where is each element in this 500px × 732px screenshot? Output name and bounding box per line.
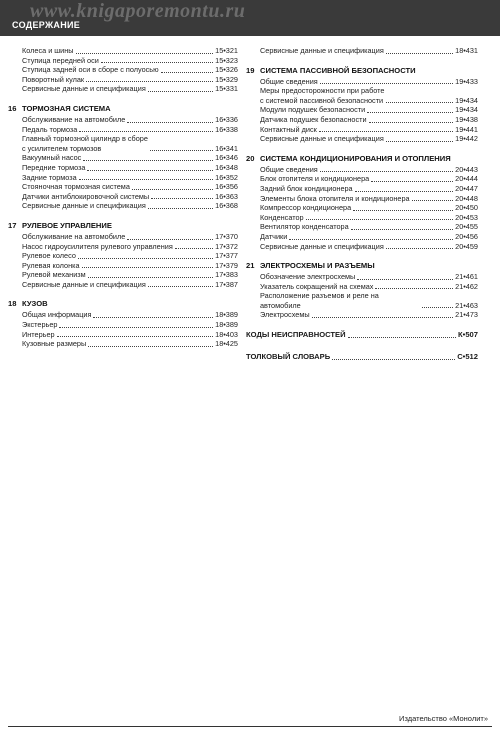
toc-extra-entry[interactable]: [246, 352, 478, 362]
toc-entry[interactable]: [8, 320, 238, 330]
toc-entry[interactable]: [8, 173, 238, 183]
toc-entry[interactable]: [246, 282, 478, 292]
chapter-title: [8, 299, 238, 309]
chapter-number: 19: [246, 65, 255, 75]
toc-entry[interactable]: [246, 272, 478, 282]
toc-entry-page: 16•346: [215, 153, 238, 163]
toc-entry[interactable]: [8, 65, 238, 75]
toc-chapter: [8, 221, 238, 290]
toc-entry[interactable]: [246, 115, 478, 125]
dot-leader: [369, 122, 454, 123]
toc-entry[interactable]: [8, 330, 238, 340]
toc-extra-entry[interactable]: [246, 330, 478, 340]
toc-entry-page: 20•453: [455, 212, 478, 222]
toc-entry-page: 16•341: [215, 143, 238, 153]
dot-leader: [386, 141, 453, 142]
toc-entry[interactable]: [8, 251, 238, 261]
extra-entries: [246, 330, 478, 362]
toc-entry-page: 19•441: [455, 124, 478, 134]
toc-entry-page: 16•352: [215, 172, 238, 182]
toc-entry-page: 20•447: [455, 183, 478, 193]
dot-leader: [312, 317, 454, 318]
toc-entry-label: Задний блок кондиционера: [260, 183, 353, 193]
toc-entry-page: 16•338: [215, 124, 238, 134]
toc-entry-label: Контактный диск: [260, 124, 317, 134]
chapter-title: [246, 261, 478, 271]
dot-leader: [375, 288, 453, 289]
toc-entry-page: 21•461: [455, 272, 478, 282]
dot-leader: [88, 277, 214, 278]
toc-entry-page: 18•425: [215, 339, 238, 349]
dot-leader: [357, 279, 453, 280]
toc-entry-page: 17•372: [215, 241, 238, 251]
toc-chapter: [246, 66, 478, 144]
toc-entry-label: Вакуумный насос: [22, 153, 82, 163]
dot-leader: [151, 198, 213, 199]
toc-entry[interactable]: [8, 242, 238, 252]
toc-entry-page: 20•455: [455, 222, 478, 232]
toc-entry-page: 20•444: [455, 174, 478, 184]
toc-entry[interactable]: [8, 201, 238, 211]
toc-entry-page: 15•329: [215, 74, 238, 84]
dot-leader: [127, 239, 213, 240]
dot-leader: [289, 239, 453, 240]
dot-leader: [386, 53, 453, 54]
toc-entry[interactable]: [246, 232, 478, 242]
toc-entry-label: Педаль тормоза: [22, 124, 78, 134]
page-title: СОДЕРЖАНИЕ: [12, 20, 81, 30]
toc-chapter: [246, 154, 478, 251]
toc-entry-label: Компрессор кондиционера: [260, 203, 352, 213]
dot-leader: [83, 160, 213, 161]
dot-leader: [175, 248, 213, 249]
toc-entry[interactable]: [8, 75, 238, 85]
toc-left-column: [8, 46, 238, 359]
toc-entry[interactable]: [246, 213, 478, 223]
chapter-number: 18: [8, 299, 17, 309]
toc-entry[interactable]: [8, 261, 238, 271]
toc-entry[interactable]: [8, 46, 238, 56]
header-bar: [0, 0, 500, 36]
toc-entry[interactable]: [8, 192, 238, 202]
dot-leader: [79, 131, 213, 132]
dot-leader: [422, 307, 453, 308]
toc-entry-label: Рулевое колесо: [22, 251, 76, 261]
chapter-number: 21: [246, 261, 255, 271]
dot-leader: [386, 248, 453, 249]
publisher-label: Издательство «Монолит»: [399, 714, 488, 723]
toc-entry[interactable]: [246, 174, 478, 184]
toc-entry-page: 15•321: [215, 46, 238, 55]
toc-extra-page: С•512: [457, 352, 478, 362]
toc-entry-page: 19•438: [455, 114, 478, 124]
dot-leader: [355, 191, 454, 192]
dot-leader: [412, 200, 454, 201]
footer-divider: [8, 726, 492, 727]
chapter-title-text: ТОРМОЗНАЯ СИСТЕМА: [22, 103, 111, 113]
toc-entry[interactable]: [8, 134, 238, 153]
toc-entry-label: Модули подушек безопасности: [260, 105, 366, 115]
toc-entry-label: Расположение разъемов и реле на автомобиле: [260, 291, 379, 310]
toc-entry-label: Ступица задней оси в сборе с полуосью: [22, 65, 159, 75]
dot-leader: [78, 258, 213, 259]
dot-leader: [150, 150, 213, 151]
dot-leader: [148, 286, 213, 287]
toc-entry-page: 19•434: [455, 105, 478, 115]
dot-leader: [320, 83, 453, 84]
toc-entry[interactable]: [8, 280, 238, 290]
dot-leader: [348, 337, 456, 338]
chapter-title: [246, 154, 478, 164]
toc-entry-label: Экстерьер: [22, 320, 58, 330]
toc-entry-page: 16•348: [215, 162, 238, 172]
toc-entry-page: 21•473: [455, 310, 478, 320]
toc-entry-label: Насос гидроусилителя рулевого управления: [22, 241, 173, 251]
toc-entry-label: Кузовные размеры: [22, 339, 87, 349]
toc-entry-page: 19•433: [455, 76, 478, 86]
dot-leader: [320, 171, 453, 172]
toc-entry-page: 17•370: [215, 231, 238, 241]
toc-entry-label: Поворотный кулак: [22, 74, 85, 84]
toc-entry-label: Обозначение электросхемы: [260, 272, 356, 282]
toc-entry-label: Интерьер: [22, 329, 55, 339]
dot-leader: [88, 346, 213, 347]
dot-leader: [386, 102, 453, 103]
toc-entry-page: 15•326: [215, 65, 238, 75]
chapter-title-text: ЭЛЕКТРОСХЕМЫ И РАЗЪЕМЫ: [260, 261, 375, 271]
toc-entry[interactable]: [246, 194, 478, 204]
toc-entry-label: Вентилятор конденсатора: [260, 222, 349, 232]
chapter-number: 20: [246, 153, 255, 163]
dot-leader: [86, 81, 213, 82]
toc-entry-page: 20•459: [455, 241, 478, 251]
dot-leader: [87, 170, 213, 171]
toc-entry-label: Общая информация: [22, 310, 92, 320]
toc-entry[interactable]: [8, 182, 238, 192]
toc-entry-label: Общие сведения: [260, 164, 318, 174]
toc-entry-label: Рулевой механизм: [22, 270, 86, 280]
toc-entry[interactable]: [8, 153, 238, 163]
toc-entry[interactable]: [8, 339, 238, 349]
dot-leader: [127, 122, 213, 123]
toc-entry-page: 20•443: [455, 164, 478, 174]
dot-leader: [148, 91, 213, 92]
chapter-title-text: КУЗОВ: [22, 299, 48, 309]
toc-entry-page: 21•462: [455, 281, 478, 291]
toc-entry-label: Меры предосторожности при работе с системой пассивной безопасности: [260, 86, 385, 105]
toc-entry-label: Главный тормозной цилиндр в сборе с усилителем тормозов: [22, 134, 148, 153]
dot-leader: [132, 189, 213, 190]
toc-extra-label: КОДЫ НЕИСПРАВНОСТЕЙ: [246, 330, 346, 340]
toc-entry-label: Ступица передней оси: [22, 55, 99, 65]
toc-entry[interactable]: [246, 77, 478, 87]
toc-entry-label: Блок отопителя и кондиционера: [260, 174, 370, 184]
toc-entry[interactable]: [8, 115, 238, 125]
dot-leader: [161, 72, 214, 73]
toc-entry-page: 15•323: [215, 55, 238, 65]
toc-entry[interactable]: [246, 134, 478, 144]
toc-entry-page: 17•377: [215, 251, 238, 261]
toc-entry-page: 16•336: [215, 114, 238, 124]
toc-entry-label: Конденсатор: [260, 212, 304, 222]
chapter-number: 17: [8, 220, 17, 230]
toc-chapter: [8, 46, 238, 94]
toc-entry-label: Рулевая колонка: [22, 260, 80, 270]
toc-entry[interactable]: [246, 46, 478, 56]
toc-entry-page: 16•356: [215, 182, 238, 192]
toc-entry-page: 21•463: [455, 300, 478, 310]
dot-leader: [319, 131, 453, 132]
toc-chapter: [246, 261, 478, 320]
dot-leader: [371, 181, 453, 182]
toc-entry-page: 18•431: [455, 46, 478, 55]
toc-entry[interactable]: [246, 165, 478, 175]
toc-entry[interactable]: [246, 242, 478, 252]
chapter-title-text: СИСТЕМА КОНДИЦИОНИРОВАНИЯ И ОТОПЛЕНИЯ: [260, 153, 451, 163]
toc-entry[interactable]: [8, 310, 238, 320]
dot-leader: [367, 112, 453, 113]
dot-leader: [148, 208, 213, 209]
toc-entry-label: Передние тормоза: [22, 162, 86, 172]
toc-entry-label: Сервисные данные и спецификация: [22, 279, 146, 289]
toc-entry[interactable]: [246, 222, 478, 232]
toc-entry-page: 19•434: [455, 95, 478, 105]
toc-entry-page: 18•403: [215, 329, 238, 339]
toc-chapter: [8, 104, 238, 211]
dot-leader: [353, 210, 453, 211]
toc-entry-page: 15•331: [215, 84, 238, 94]
toc-entry[interactable]: [246, 310, 478, 320]
toc-entry-label: Обслуживание на автомобиле: [22, 114, 126, 124]
toc-entry[interactable]: [8, 163, 238, 173]
toc-entry[interactable]: [246, 105, 478, 115]
dot-leader: [79, 179, 213, 180]
watermark: www.knigaporemontu.ru: [30, 0, 246, 22]
toc-entry-page: 17•379: [215, 260, 238, 270]
toc-entry-page: 17•387: [215, 279, 238, 289]
toc-entry-label: Указатель сокращений на схемах: [260, 281, 374, 291]
toc-entry-label: Сервисные данные и спецификация: [22, 201, 146, 211]
toc-entry-page: 20•448: [455, 193, 478, 203]
toc-chapter: [8, 299, 238, 348]
toc-entry-page: 19•442: [455, 134, 478, 144]
dot-leader: [332, 359, 455, 360]
toc-entry-page: 18•389: [215, 310, 238, 320]
toc-entry[interactable]: [8, 84, 238, 94]
toc-entry-page: 20•450: [455, 203, 478, 213]
dot-leader: [306, 219, 454, 220]
chapter-title: [246, 66, 478, 76]
dot-leader: [76, 53, 214, 54]
chapter-title-text: РУЛЕВОЕ УПРАВЛЕНИЕ: [22, 220, 112, 230]
toc-entry-label: Сервисные данные и спецификация: [260, 46, 384, 55]
toc-entry[interactable]: [246, 184, 478, 194]
toc-entry-label: Сервисные данные и спецификация: [260, 134, 384, 144]
dot-leader: [59, 327, 213, 328]
dot-leader: [101, 62, 213, 63]
toc-entry-label: Элементы блока отопителя и кондиционера: [260, 193, 410, 203]
toc-entry[interactable]: [8, 270, 238, 280]
dot-leader: [57, 336, 214, 337]
toc-entry[interactable]: [246, 291, 478, 310]
toc-entry[interactable]: [8, 232, 238, 242]
toc-entry[interactable]: [246, 125, 478, 135]
toc-entry-label: Сервисные данные и спецификация: [260, 241, 384, 251]
toc-entry-page: 20•456: [455, 231, 478, 241]
toc-entry-label: Датчика подушек безопасности: [260, 114, 367, 124]
dot-leader: [82, 267, 214, 268]
toc-entry-label: Электросхемы: [260, 310, 310, 320]
toc-entry-label: Задние тормоза: [22, 172, 77, 182]
toc-entry[interactable]: [246, 86, 478, 105]
dot-leader: [93, 317, 213, 318]
toc-extra-page: К•507: [458, 330, 478, 340]
toc-entry-label: Обслуживание на автомобиле: [22, 231, 126, 241]
toc-entry-page: 16•368: [215, 201, 238, 211]
chapter-title-text: СИСТЕМА ПАССИВНОЙ БЕЗОПАСНОСТИ: [260, 65, 416, 75]
toc-entry[interactable]: [8, 56, 238, 66]
toc-entry-page: 18•389: [215, 320, 238, 330]
toc-entry-page: 16•363: [215, 191, 238, 201]
toc-entry-label: Общие сведения: [260, 76, 318, 86]
toc-chapter: [246, 46, 478, 56]
toc-entry-label: Колеса и шины: [22, 46, 74, 55]
toc-entry-page: 17•383: [215, 270, 238, 280]
chapter-number: 16: [8, 103, 17, 113]
toc-entry[interactable]: [246, 203, 478, 213]
toc-extra-label: ТОЛКОВЫЙ СЛОВАРЬ: [246, 352, 331, 362]
toc-entry-label: Стояночная тормозная система: [22, 182, 130, 192]
toc-entry-label: Сервисные данные и спецификация: [22, 84, 146, 94]
toc-entry-label: Датчики антиблокировочной системы: [22, 191, 150, 201]
toc-entry-label: Датчики: [260, 231, 288, 241]
dot-leader: [351, 229, 453, 230]
chapter-title: [8, 104, 238, 114]
chapter-title: [8, 221, 238, 231]
toc-entry[interactable]: [8, 125, 238, 135]
toc-right-column: [246, 46, 478, 374]
